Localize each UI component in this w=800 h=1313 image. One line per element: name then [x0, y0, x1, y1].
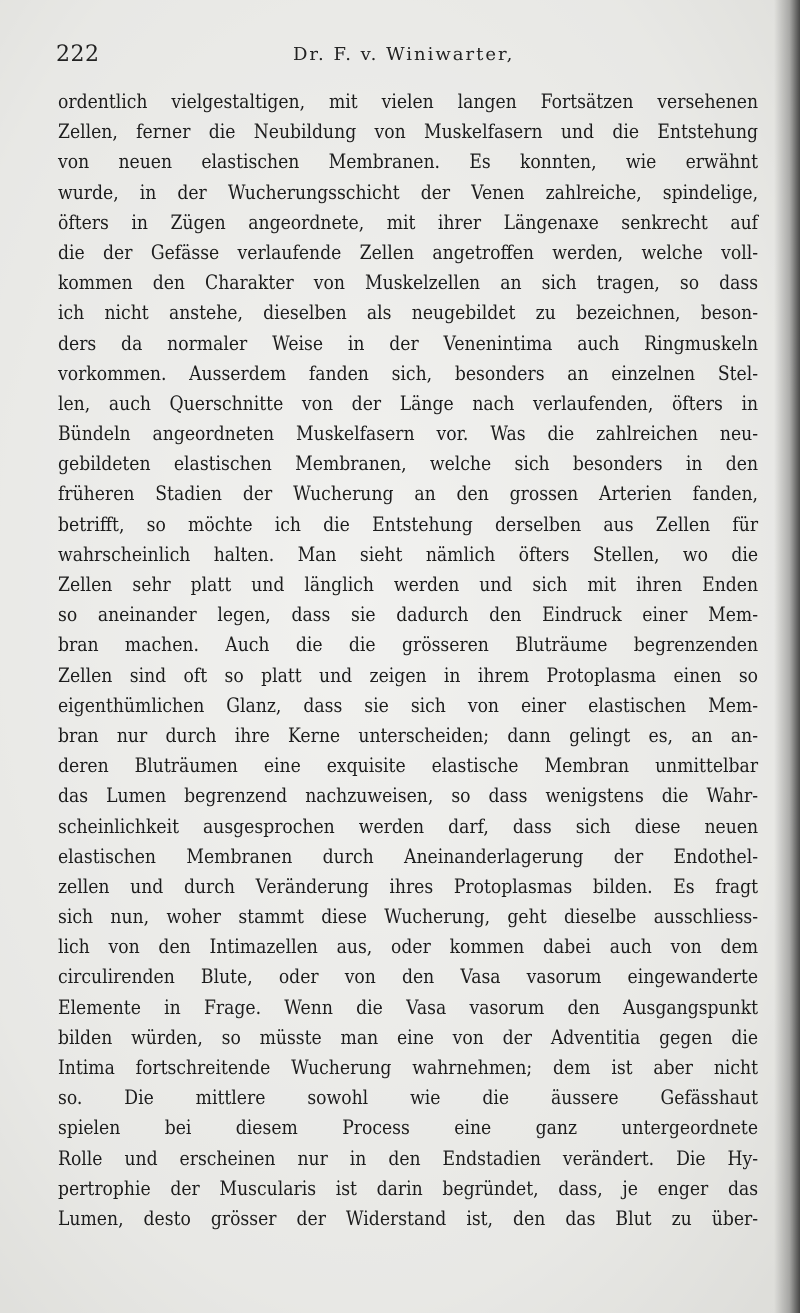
book-spine-shadow — [774, 0, 800, 1313]
text-line: so. Die mittlere sowohl wie die äussere Gefässhaut — [58, 1085, 759, 1110]
text-line: so aneinander legen, dass sie dadurch den Eindruck einer Mem- — [58, 602, 759, 627]
text-line: Lumen, desto grösser der Widerstand ist, den das Blut zu über- — [58, 1205, 759, 1230]
text-line: Zellen sehr platt und länglich werden und sich mit ihren Enden — [58, 572, 759, 596]
text-line: sich nun, woher stammt diese Wucherung, geht dieselbe ausschliess- — [58, 904, 759, 929]
page-number: 222 — [56, 42, 100, 67]
text-line: bran nur durch ihre Kerne unterscheiden; dann gelingt es, an an- — [58, 722, 759, 747]
text-line: spielen bei diesem Process eine ganz untergeordnete — [58, 1115, 759, 1140]
text-line: elastischen Membranen durch Aneinanderlagerung der Endothel- — [58, 843, 759, 868]
text-line: vorkommen. Ausserdem fanden sich, besonders an einzelnen Stel- — [58, 360, 759, 385]
text-line: von neuen elastischen Membranen. Es konnten, wie erwähnt — [58, 149, 759, 174]
running-head: Dr. F. v. Winiwarter, — [293, 44, 515, 65]
text-line: eigenthümlichen Glanz, dass sie sich von einer elastischen Mem- — [58, 692, 759, 717]
page-header — [56, 38, 756, 74]
text-line: betrifft, so möchte ich die Entstehung derselben aus Zellen für — [58, 511, 759, 536]
text-line: wurde, in der Wucherungsschicht der Venen zahlreiche, spindelige, — [58, 179, 759, 204]
text-line: len, auch Querschnitte von der Länge nach verlaufenden, öfters in — [58, 390, 759, 415]
text-line: ordentlich vielgestaltigen, mit vielen langen Fortsätzen versehenen — [58, 89, 759, 113]
text-line: öfters in Zügen angeordnete, mit ihrer Längenaxe senkrecht auf — [58, 209, 759, 234]
text-line: circulirenden Blute, oder von den Vasa vasorum eingewanderte — [58, 964, 759, 989]
text-line: Zellen, ferner die Neubildung von Muskelfasern und die Entstehung — [58, 119, 759, 144]
text-line: gebildeten elastischen Membranen, welche sich besonders in den — [58, 451, 759, 476]
text-line: zellen und durch Veränderung ihres Protoplasmas bilden. Es fragt — [58, 873, 759, 898]
text-line: Rolle und erscheinen nur in den Endstadien verändert. Die Hy- — [58, 1145, 759, 1170]
text-line: bilden würden, so müsste man eine von der Adventitia gegen die — [58, 1024, 759, 1049]
text-line: ders da normaler Weise in der Venenintima auch Ringmuskeln — [58, 330, 759, 355]
text-line: die der Gefässe verlaufende Zellen angetroffen werden, welche voll- — [58, 239, 759, 264]
text-line: bran machen. Auch die die grösseren Bluträume begrenzenden — [58, 632, 759, 657]
text-line: Zellen sind oft so platt und zeigen in ihrem Protoplasma einen so — [58, 662, 759, 687]
text-line: ich nicht anstehe, dieselben als neugebildet zu bezeichnen, beson- — [58, 300, 759, 325]
body-text — [58, 86, 758, 1233]
text-line: wahrscheinlich halten. Man sieht nämlich öfters Stellen, wo die — [58, 541, 759, 566]
text-line: das Lumen begrenzend nachzuweisen, so dass wenigstens die Wahr- — [58, 783, 759, 808]
text-line: früheren Stadien der Wucherung an den grossen Arterien fanden, — [58, 481, 759, 506]
text-line: kommen den Charakter von Muskelzellen an sich tragen, so dass — [58, 270, 759, 295]
text-line: lich von den Intimazellen aus, oder kommen dabei auch von dem — [58, 934, 759, 959]
text-line: Intima fortschreitende Wucherung wahrnehmen; dem ist aber nicht — [58, 1055, 759, 1079]
text-line: Elemente in Frage. Wenn die Vasa vasorum den Ausgangspunkt — [58, 994, 759, 1019]
text-line: deren Bluträumen eine exquisite elastische Membran unmittelbar — [58, 753, 759, 778]
text-line: Bündeln angeordneten Muskelfasern vor. Was die zahlreichen neu- — [58, 421, 759, 446]
text-line: pertrophie der Muscularis ist darin begründet, dass, je enger das — [58, 1175, 759, 1200]
text-line: scheinlichkeit ausgesprochen werden darf, dass sich diese neuen — [58, 813, 759, 838]
